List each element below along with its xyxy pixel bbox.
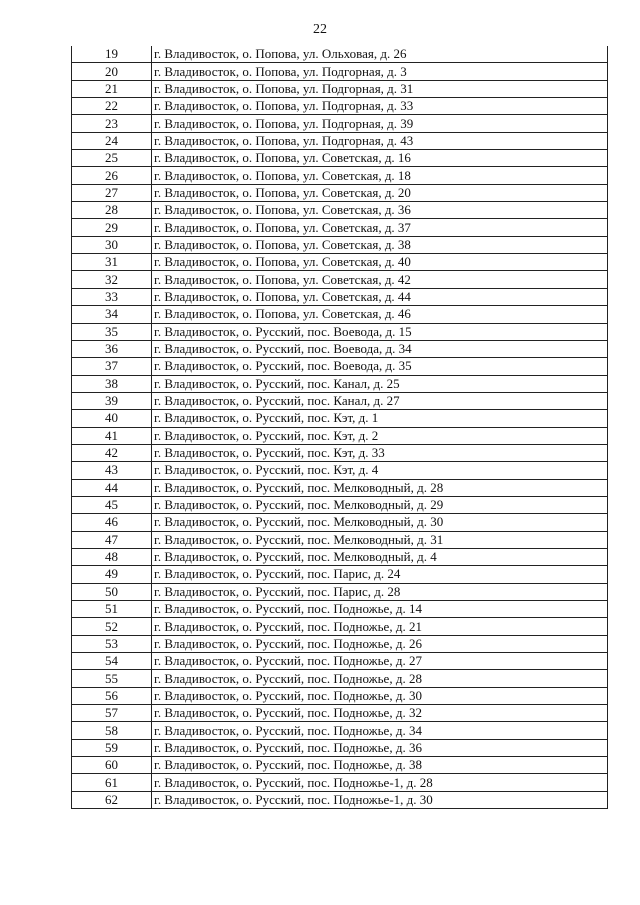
table-row: [72, 254, 608, 271]
table-row: [72, 653, 608, 670]
table-row: [72, 479, 608, 496]
row-number-cell: 52: [72, 618, 152, 635]
address-cell: г. Владивосток, о. Русский, пос. Канал, д. 25: [152, 375, 608, 392]
table-row: [72, 63, 608, 80]
row-number-cell: 51: [72, 601, 152, 618]
table-row: [72, 531, 608, 548]
row-number-cell: 19: [72, 46, 152, 63]
table-row: [72, 705, 608, 722]
address-cell: г. Владивосток, о. Русский, пос. Подножье, д. 26: [152, 635, 608, 652]
address-cell: г. Владивосток, о. Русский, пос. Подножье, д. 30: [152, 687, 608, 704]
address-cell: г. Владивосток, о. Русский, пос. Мелководный, д. 29: [152, 496, 608, 513]
table-row: [72, 271, 608, 288]
table-row: [72, 306, 608, 323]
row-number-cell: 49: [72, 566, 152, 583]
row-number-cell: 21: [72, 80, 152, 97]
row-number-cell: 31: [72, 254, 152, 271]
table-row: [72, 601, 608, 618]
page-number: 22: [313, 22, 327, 37]
address-cell: г. Владивосток, о. Попова, ул. Подгорная, д. 43: [152, 132, 608, 149]
address-cell: г. Владивосток, о. Попова, ул. Советская, д. 36: [152, 202, 608, 219]
row-number-cell: 61: [72, 774, 152, 791]
table-row: [72, 774, 608, 791]
table-row: [72, 757, 608, 774]
row-number-cell: 36: [72, 340, 152, 357]
row-number-cell: 50: [72, 583, 152, 600]
address-cell: г. Владивосток, о. Русский, пос. Воевода, д. 34: [152, 340, 608, 357]
address-cell: г. Владивосток, о. Попова, ул. Советская, д. 40: [152, 254, 608, 271]
table-row: [72, 202, 608, 219]
table-row: [72, 46, 608, 63]
table-row: [72, 392, 608, 409]
address-cell: г. Владивосток, о. Русский, пос. Подножье, д. 34: [152, 722, 608, 739]
row-number-cell: 35: [72, 323, 152, 340]
row-number-cell: 47: [72, 531, 152, 548]
row-number-cell: 62: [72, 791, 152, 808]
row-number-cell: 55: [72, 670, 152, 687]
address-cell: г. Владивосток, о. Попова, ул. Советская, д. 18: [152, 167, 608, 184]
table-row: [72, 410, 608, 427]
address-cell: г. Владивосток, о. Русский, пос. Подножье, д. 36: [152, 739, 608, 756]
address-cell: г. Владивосток, о. Попова, ул. Подгорная, д. 39: [152, 115, 608, 132]
row-number-cell: 28: [72, 202, 152, 219]
table-row: [72, 184, 608, 201]
address-cell: г. Владивосток, о. Попова, ул. Подгорная, д. 33: [152, 98, 608, 115]
address-cell: г. Владивосток, о. Русский, пос. Мелководный, д. 30: [152, 514, 608, 531]
address-cell: г. Владивосток, о. Попова, ул. Советская, д. 37: [152, 219, 608, 236]
table-row: [72, 132, 608, 149]
table-row: [72, 444, 608, 461]
row-number-cell: 45: [72, 496, 152, 513]
table-row: [72, 115, 608, 132]
address-cell: г. Владивосток, о. Русский, пос. Подножье, д. 27: [152, 653, 608, 670]
address-cell: г. Владивосток, о. Русский, пос. Кэт, д. 4: [152, 462, 608, 479]
address-cell: г. Владивосток, о. Попова, ул. Подгорная, д. 31: [152, 80, 608, 97]
row-number-cell: 48: [72, 548, 152, 565]
row-number-cell: 40: [72, 410, 152, 427]
row-number-cell: 25: [72, 150, 152, 167]
address-cell: г. Владивосток, о. Попова, ул. Подгорная, д. 3: [152, 63, 608, 80]
address-cell: г. Владивосток, о. Русский, пос. Канал, д. 27: [152, 392, 608, 409]
address-cell: г. Владивосток, о. Русский, пос. Подножье-1, д. 30: [152, 791, 608, 808]
row-number-cell: 30: [72, 236, 152, 253]
address-cell: г. Владивосток, о. Русский, пос. Подножье, д. 28: [152, 670, 608, 687]
table-row: [72, 323, 608, 340]
address-cell: г. Владивосток, о. Попова, ул. Ольховая, д. 26: [152, 46, 608, 63]
address-cell: г. Владивосток, о. Русский, пос. Подножье, д. 32: [152, 705, 608, 722]
table-row: [72, 98, 608, 115]
row-number-cell: 39: [72, 392, 152, 409]
table-row: [72, 80, 608, 97]
row-number-cell: 38: [72, 375, 152, 392]
address-cell: г. Владивосток, о. Русский, пос. Воевода, д. 35: [152, 358, 608, 375]
table-row: [72, 340, 608, 357]
table-row: [72, 635, 608, 652]
table-row: [72, 236, 608, 253]
row-number-cell: 24: [72, 132, 152, 149]
table-row: [72, 791, 608, 808]
address-cell: г. Владивосток, о. Попова, ул. Советская, д. 46: [152, 306, 608, 323]
row-number-cell: 58: [72, 722, 152, 739]
address-cell: г. Владивосток, о. Русский, пос. Подножье-1, д. 28: [152, 774, 608, 791]
address-cell: г. Владивосток, о. Русский, пос. Подножье, д. 21: [152, 618, 608, 635]
table-row: [72, 722, 608, 739]
address-table-container: [71, 46, 607, 809]
address-cell: г. Владивосток, о. Русский, пос. Парис, д. 24: [152, 566, 608, 583]
address-cell: г. Владивосток, о. Русский, пос. Мелководный, д. 31: [152, 531, 608, 548]
table-row: [72, 687, 608, 704]
row-number-cell: 33: [72, 288, 152, 305]
table-row: [72, 167, 608, 184]
table-row: [72, 514, 608, 531]
table-row: [72, 462, 608, 479]
row-number-cell: 34: [72, 306, 152, 323]
table-row: [72, 358, 608, 375]
address-cell: г. Владивосток, о. Русский, пос. Кэт, д. 2: [152, 427, 608, 444]
row-number-cell: 22: [72, 98, 152, 115]
row-number-cell: 43: [72, 462, 152, 479]
row-number-cell: 42: [72, 444, 152, 461]
row-number-cell: 59: [72, 739, 152, 756]
row-number-cell: 54: [72, 653, 152, 670]
table-row: [72, 548, 608, 565]
row-number-cell: 26: [72, 167, 152, 184]
table-row: [72, 375, 608, 392]
row-number-cell: 37: [72, 358, 152, 375]
table-row: [72, 288, 608, 305]
address-table-body: [72, 46, 608, 809]
address-cell: г. Владивосток, о. Русский, пос. Парис, д. 28: [152, 583, 608, 600]
row-number-cell: 53: [72, 635, 152, 652]
row-number-cell: 60: [72, 757, 152, 774]
row-number-cell: 57: [72, 705, 152, 722]
address-cell: г. Владивосток, о. Русский, пос. Кэт, д. 1: [152, 410, 608, 427]
table-row: [72, 150, 608, 167]
table-row: [72, 219, 608, 236]
row-number-cell: 32: [72, 271, 152, 288]
row-number-cell: 46: [72, 514, 152, 531]
address-cell: г. Владивосток, о. Русский, пос. Подножье, д. 14: [152, 601, 608, 618]
address-cell: г. Владивосток, о. Попова, ул. Советская, д. 44: [152, 288, 608, 305]
address-cell: г. Владивосток, о. Попова, ул. Советская, д. 42: [152, 271, 608, 288]
row-number-cell: 23: [72, 115, 152, 132]
row-number-cell: 29: [72, 219, 152, 236]
row-number-cell: 41: [72, 427, 152, 444]
table-row: [72, 496, 608, 513]
row-number-cell: 56: [72, 687, 152, 704]
table-row: [72, 739, 608, 756]
row-number-cell: 27: [72, 184, 152, 201]
address-cell: г. Владивосток, о. Попова, ул. Советская, д. 16: [152, 150, 608, 167]
address-cell: г. Владивосток, о. Русский, пос. Кэт, д. 33: [152, 444, 608, 461]
address-table: [71, 46, 608, 809]
address-cell: г. Владивосток, о. Русский, пос. Воевода, д. 15: [152, 323, 608, 340]
address-cell: г. Владивосток, о. Попова, ул. Советская, д. 38: [152, 236, 608, 253]
address-cell: г. Владивосток, о. Русский, пос. Мелководный, д. 28: [152, 479, 608, 496]
row-number-cell: 44: [72, 479, 152, 496]
address-cell: г. Владивосток, о. Русский, пос. Подножье, д. 38: [152, 757, 608, 774]
table-row: [72, 618, 608, 635]
table-row: [72, 583, 608, 600]
table-row: [72, 427, 608, 444]
table-row: [72, 566, 608, 583]
address-cell: г. Владивосток, о. Русский, пос. Мелководный, д. 4: [152, 548, 608, 565]
address-cell: г. Владивосток, о. Попова, ул. Советская, д. 20: [152, 184, 608, 201]
table-row: [72, 670, 608, 687]
row-number-cell: 20: [72, 63, 152, 80]
